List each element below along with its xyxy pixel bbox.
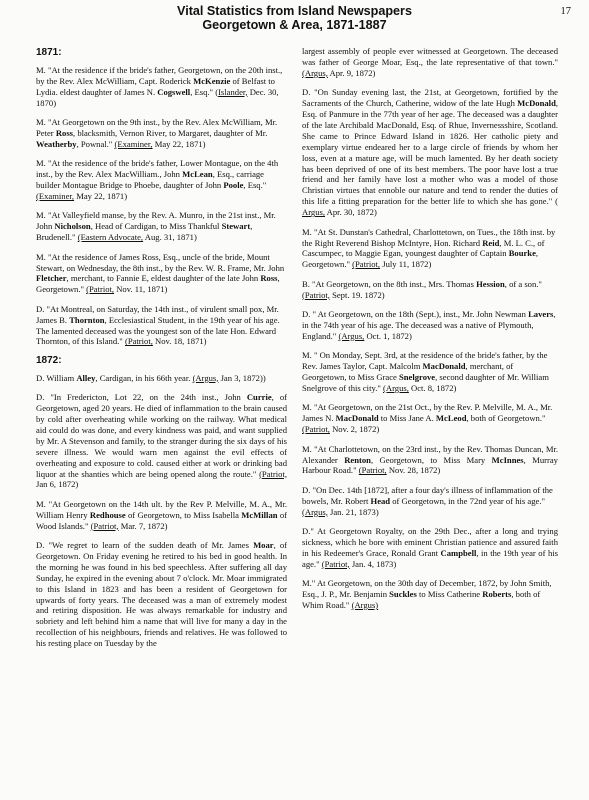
surname: Suckles	[389, 589, 417, 600]
entry-campbell: D." At Georgetown Royalty, on the 29th Dec., after a long and trying sickness, which he bore with eminent Christian patience and assured faith in his Redeemer's Grace, Ronald Grant Campbell, in the 19th year of his age." (Patriot, Jan. 4, 1873)	[302, 526, 558, 569]
source-citation: (Patriot,	[302, 424, 330, 435]
surname: Roberts	[482, 589, 512, 600]
source-citation: (Examiner,	[114, 138, 153, 149]
surname: Hession	[476, 278, 505, 289]
right-column	[302, 46, 558, 619]
page-title: Vital Statistics from Island Newspapers	[177, 4, 412, 18]
surname: MacDonald	[422, 361, 466, 372]
source-citation: (Argus,	[302, 506, 328, 517]
source-citation: (Argus,	[338, 330, 365, 341]
entry-alley: D. William Alley, Cardigan, in his 66th year. (Argus, Jan 3, 1872))	[36, 372, 266, 383]
entry-currie: D. "In Fredericton, Lot 22, on the 24th inst., John Currie, of Georgetown, aged 20 years. He died of inflammation to the brain caused by cold after overheating while working on the railway. What medical aid could do was done, and every kindness was paid, and want supplied by Mr. A Stevenson and family, to the stranger during the six days of his severe illness. We would warn men against the evil effects of overheating and exposure to cold. caused either at work or drinking bad liquor at the shanties which are being opened along the route." (Patriot, Jan 6, 1872)	[36, 392, 287, 490]
source-citation: (Examiner,	[36, 190, 75, 201]
surname: MacDonald	[335, 413, 379, 424]
surname: Cogswell	[157, 86, 191, 97]
entry-thornton: D. "At Montreal, on Saturday, the 14th inst., of virulent small pox, Mr. James B. Thornton, Ecclesiastical Student, in the 19th year of his age. The lamented deceased was the youngest son of the late Hon. Edward Thornton, of this Island." (Patriot, Nov. 18, 1871)	[36, 303, 280, 347]
source-citation: (Argus)	[351, 599, 379, 610]
entry-redhouse-mcmillan: M. "At Georgetown on the 14th ult. by the Rev P. Melville, M. A., Mr. William Henry Redhouse of Georgetown, to Miss Isabella McMillan of Wood Islands." (Patriot, Mar. 7, 1872)	[36, 498, 287, 531]
surname: Ross	[55, 127, 74, 138]
surname: McLean	[182, 169, 213, 180]
source-citation: (Argus,	[302, 67, 328, 78]
entry-reid-bourke: M. "At St. Dunstan's Cathedral, Charlottetown, on Tues., the 18th inst. by the Right Reverend Bishop McIntyre, Hon. Richard Reid, M. L. C., of Cascumpec, to Maggie Egan, youngest daughter of Captain Bourke, Georgetown." (Patriot, July 11, 1872)	[302, 226, 556, 270]
source-citation: (Patriot,	[321, 558, 350, 569]
surname: Head	[370, 495, 391, 506]
year-heading-1872: 1872:	[36, 354, 62, 366]
entry-macdonald-mcleod: M. "At Georgetown, on the 21st Oct., by the Rev. P. Melville, M. A., Mr. James N. MacDonald to Miss Jane A. McLeod, both of Georgetown." (Patriot, Nov. 2, 1872)	[302, 402, 553, 435]
surname: McKenzie	[193, 75, 231, 86]
surname: Lavers	[528, 309, 554, 320]
entry-nicholson-stewart: M. "At Valleyfield manse, by the Rev. A. Munro, in the 21st inst., Mr. John Nicholson, Head of Cardigan, to Miss Thankful Stewart, Brudenell." (Eastern Advocate, Aug. 31, 1871)	[36, 210, 276, 243]
source-citation: Islander,	[218, 86, 248, 97]
page-subtitle: Georgetown & Area, 1871-1887	[202, 18, 387, 32]
source-citation: Argus,	[302, 207, 325, 218]
entry-renton-mcinnes: M. "At Charlottetown, on the 23rd inst., by the Rev. Thomas Duncan, Mr. Alexander Renton, Georgetown, to Miss Mary McInnes, Murray Harbour Road." (Patriot, Nov. 28, 1872)	[302, 443, 558, 476]
entry-mckenzie-cogswell: M. "At the residence if the bride's father, Georgetown, on the 20th inst., by the Rev. Alex McWilliam, Capt. Roderick McKenzie of Belfast to Lydia. eldest daughter of James N. Cogswell, Esq." (Islander, Dec. 30, 1870)	[36, 64, 283, 108]
entry-ross-weatherby: M. "At Georgetown on the 9th inst., by the Rev. Alex McWilliam, Mr. Peter Ross, blacksmith, Vernon River, to Margaret, daughter of Mr. Weatherby, Pownal." (Examiner, May 22, 1871)	[36, 117, 278, 149]
surname: Alley	[76, 372, 96, 383]
surname: Renton	[344, 454, 371, 465]
entry-macdonald-snelgrove: M. " On Monday, Sept. 3rd, at the residence of the bride's father, by the Rev. James Taylor, Capt. Malcolm MacDonald, merchant, of Georgetown, to Miss Grace Snelgrove, second daughter of Mr. William Snelgrove of this city." (Argus, Oct. 8, 1872)	[302, 350, 549, 393]
source-citation: (Patriot,	[124, 336, 153, 347]
surname: Thornton	[69, 314, 105, 325]
source-citation: (Eastern Advocate,	[77, 232, 144, 243]
entry-head: D. "On Dec. 14th [1872], after a four day's illness of inflammation of the bowels, Mr. Robert Head of Georgetown, in the 72nd year of his age."(Argus, Jan. 21, 1873)	[302, 484, 553, 517]
surname: Reid	[482, 237, 500, 248]
entry-mcdonald: D. "On Sunday evening last, the 21st, at Georgetown, fortified by the Sacraments of the Church, Catherine, widow of the late Hugh McDonald, Esq. of Panmure in the 77th year of her age. The deceased was a daughter of the late Archibald MacDonald, Esq. of Rhue, Invernessshire, Scotland. She came to Prince Edward Island in 1826. Her catholic piety and exemplary virtue endeared her to a large circle of friends by whom her loss, even at a mature age, will be much lamented. By her death society has been deprived of one of its best members. The poor have lost a true friend and her family have lost a mother who was a model of those Christian virtues that ennoble our nature and tend to render the duties of this life a fitting preparation for the better life to which she has gone." ( Argus, Apr. 30, 1872)	[302, 87, 558, 218]
surname: McInnes	[491, 454, 524, 465]
entry-fletcher-ross: M. "At the residence of James Ross, Esq., uncle of the bride, Mount Stewart, on Wednesday, the 8th inst., by the Rev. W. R. Frame, Mr. John Fletcher, merchant, to Fannie E, eldest daughter of the late John Ross, Georgetown." (Patriot, Nov. 11, 1871)	[36, 251, 285, 295]
surname: Snelgrove	[398, 372, 436, 383]
surname: Stewart	[221, 221, 251, 232]
surname: McDonald	[517, 98, 556, 109]
surname: Redhouse	[89, 509, 126, 520]
surname: Nicholson	[54, 221, 91, 232]
surname: Bourke	[508, 248, 536, 259]
year-heading-1871: 1871:	[36, 47, 62, 58]
source-citation: (Argus,	[383, 382, 409, 393]
surname: Fletcher	[36, 273, 67, 284]
source-citation: (Patriot,	[358, 465, 387, 476]
surname: Moar	[253, 540, 274, 551]
entry-lavers: D. " At Georgetown, on the 18th (Sept.), inst., Mr. John Newman Lavers, in the 74th year of his age. The deceased was a native of Plymouth, England." (Argus, Oct. 1, 1872)	[302, 309, 556, 341]
page-header	[0, 4, 589, 32]
source-citation: (Patriot,	[90, 520, 119, 531]
source-citation: (Patriot,	[302, 289, 330, 300]
entry-moar-continued: largest assembly of people ever witnessed at Georgetown. The deceased was father of George Moar, Esq., the late representative of that town." (Argus, Apr. 9, 1872)	[302, 46, 558, 78]
source-citation: (Patriot,	[352, 259, 381, 270]
page-number: 17	[560, 6, 571, 17]
entry-hession: B. "At Georgetown, on the 8th inst., Mrs. Thomas Hession, of a son." (Patriot, Sept. 19. 1872)	[302, 278, 542, 300]
left-column	[36, 48, 287, 658]
surname: Ross	[260, 273, 278, 284]
source-citation: (Patriot,	[86, 284, 115, 295]
surname: McMillan	[241, 509, 278, 520]
surname: Currie	[246, 392, 272, 403]
surname: Weatherby	[36, 138, 77, 149]
source-citation: (Argus,	[192, 372, 219, 383]
entry-suckles-roberts: M." At Georgetown, on the 30th day of December, 1872, by John Smith, Esq., J. P., Mr. Benjamin Suckles to Miss Catherine Roberts, both of Whim Road." (Argus)	[302, 578, 552, 610]
entry-mclean-poole: M. "At the residence of the bride's father, Lower Montague, on the 4th inst., by the Rev. Alex MacWilliam., John McLean, Esq., carriage builder Montague Bridge to Phoebe, daughter of John Poole, Esq." (Examiner, May 22, 1871)	[36, 158, 279, 201]
surname: McLeod	[435, 413, 467, 424]
entry-moar: D. "We regret to learn of the sudden death of Mr. James Moar, of Georgetown. On Friday evening he retired to his bed in good health. In the morning he was found in his bed speechless. After suffering all day Sunday, he expired in the evening about 7 o'clock. Mr. Moar immigrated to this Island in 1823 and has been a resident of Georgetown for upwards of forty years. The deceased was a man of extremely modest and retiring disposition. He was always remarkable for industry and sobriety and left behind him a name that will live for many a day in the recollection of his neighbours, friends and relatives. He was followed to his resting place on Tuesday by the	[36, 540, 287, 649]
source-citation: (Patriot,	[259, 468, 287, 479]
surname: Poole	[223, 180, 244, 191]
surname: Campbell	[440, 547, 477, 558]
